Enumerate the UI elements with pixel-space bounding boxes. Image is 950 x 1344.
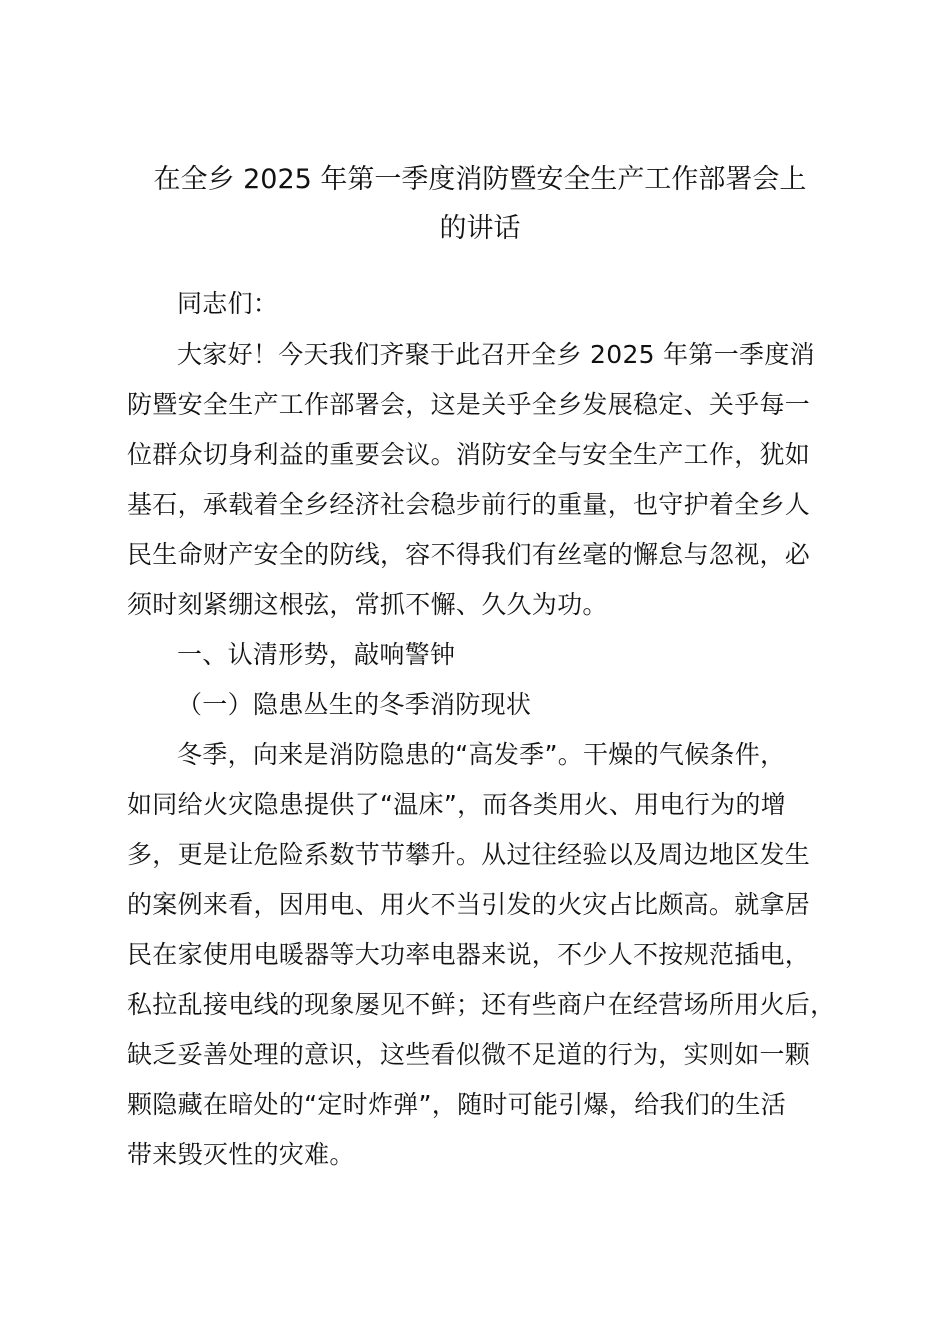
paragraph-1-line-2: 防暨安全生产工作部署会，这是关乎全乡发展稳定、关乎每一	[127, 390, 811, 419]
paragraph-1-line-3: 位群众切身利益的重要会议。消防安全与安全生产工作，犹如	[127, 440, 811, 469]
paragraph-2-line-1: 冬季，向来是消防隐患的“高发季”。干燥的气候条件，	[177, 740, 786, 769]
paragraph-2-line-2: 如同给火灾隐患提供了“温床”，而各类用火、用电行为的增	[127, 790, 787, 819]
paragraph-2-line-9: 带来毁灭性的灾难。	[127, 1140, 355, 1169]
paragraph-2-line-6: 私拉乱接电线的现象屡见不鲜；还有些商户在经营场所用火后，	[127, 990, 836, 1019]
paragraph-1-line-5: 民生命财产安全的防线，容不得我们有丝毫的懈怠与忽视，必	[127, 540, 811, 569]
greeting: 同志们：	[177, 289, 279, 318]
section-heading-1: 一、认清形势，敲响警钟	[177, 640, 456, 669]
paragraph-1-line-6: 须时刻紧绷这根弦，常抓不懈、久久为功。	[127, 590, 608, 619]
paragraph-2-line-5: 民在家使用电暖器等大功率电器来说，不少人不按规范插电，	[127, 940, 811, 969]
subsection-heading-1: （一）隐患丛生的冬季消防现状	[177, 690, 532, 719]
paragraph-1-line-1: 大家好！今天我们齐聚于此召开全乡 2025 年第一季度消	[177, 340, 815, 369]
paragraph-2-line-7: 缺乏妥善处理的意识，这些看似微不足道的行为，实则如一颗	[127, 1040, 811, 1069]
paragraph-2-line-3: 多，更是让危险系数节节攀升。从过往经验以及周边地区发生	[127, 840, 811, 869]
paragraph-2-line-4: 的案例来看，因用电、用火不当引发的火灾占比颇高。就拿居	[127, 890, 811, 919]
paragraph-2-line-8: 颗隐藏在暗处的“定时炸弹”，随时可能引爆，给我们的生活	[127, 1090, 787, 1119]
document-title-line-1: 在全乡 2025 年第一季度消防暨安全生产工作部署会上	[153, 164, 807, 195]
document-title-line-2: 的讲话	[439, 213, 521, 244]
paragraph-1-line-4: 基石，承载着全乡经济社会稳步前行的重量，也守护着全乡人	[127, 490, 811, 519]
